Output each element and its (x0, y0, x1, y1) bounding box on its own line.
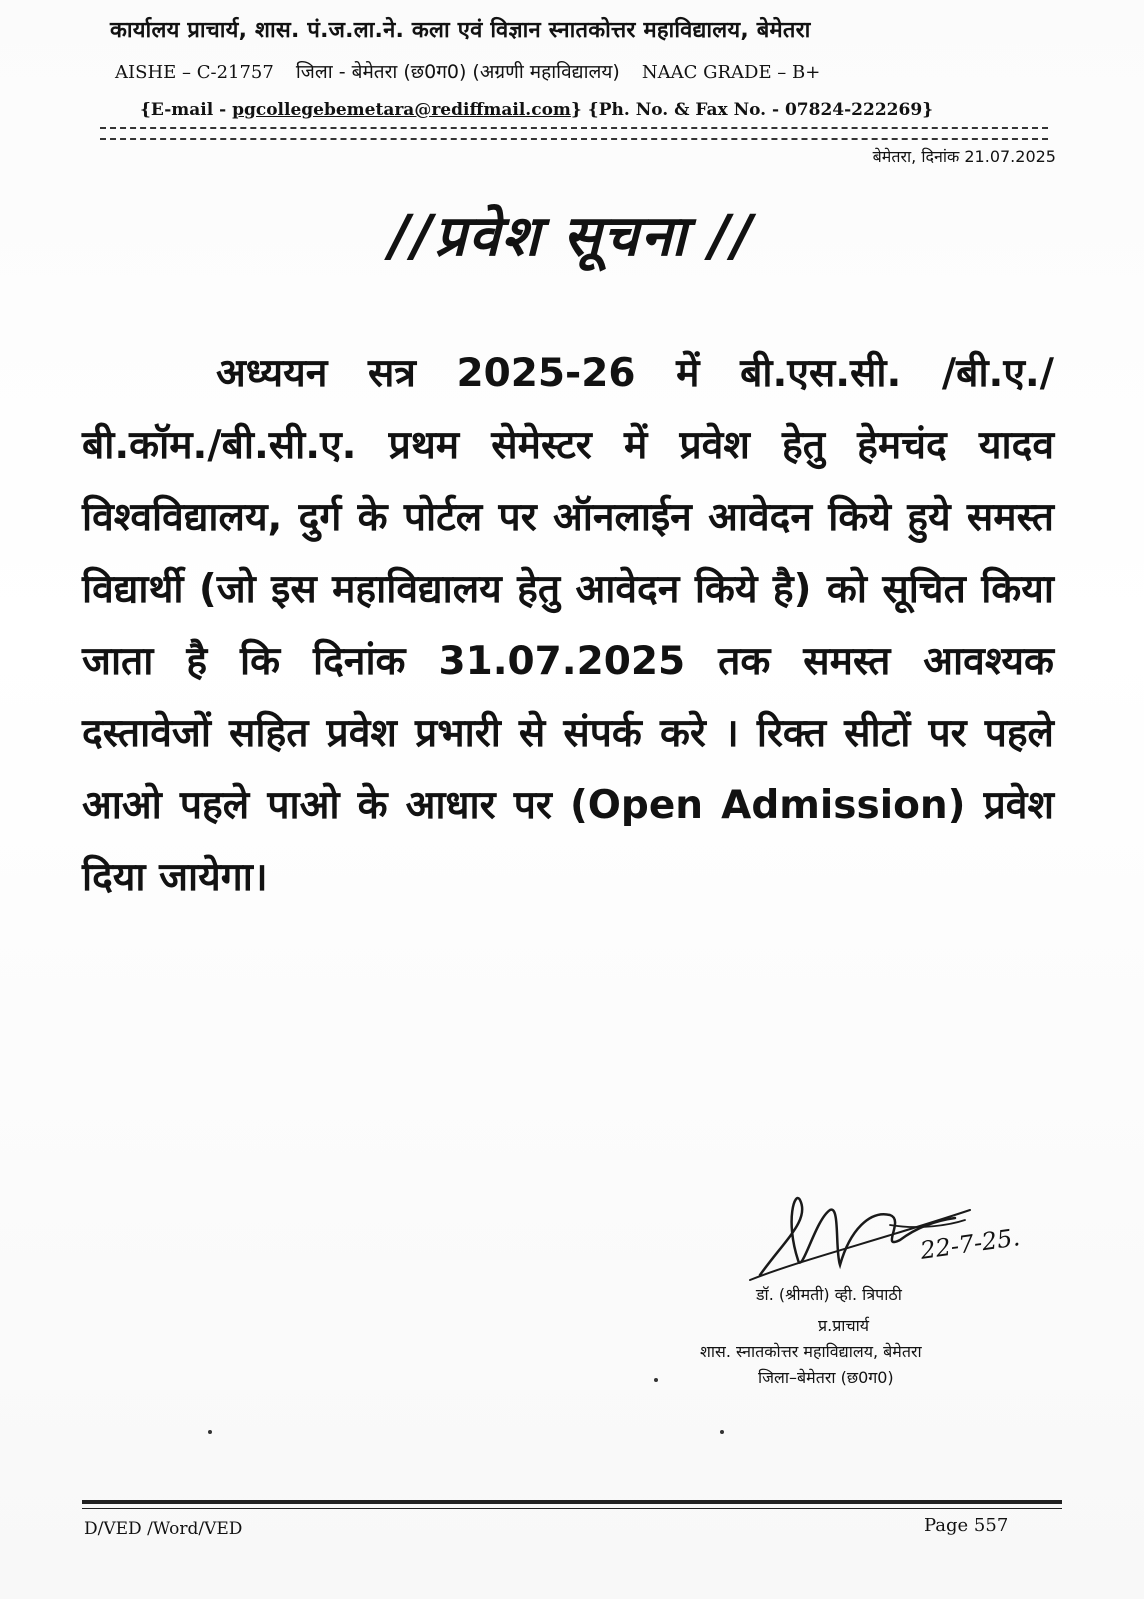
signatory-college: शास. स्नातकोत्तर महाविद्यालय, बेमेतरा (700, 1342, 922, 1361)
page-number: Page 557 (924, 1515, 1009, 1536)
header-divider (100, 127, 1048, 140)
signatory-district: जिला–बेमेतरा (छ0ग0) (758, 1368, 894, 1387)
contact-line (140, 100, 1020, 120)
email-address: pgcollegebemetara@rediffmail.com (232, 100, 571, 120)
signatory-name: डॉ. (श्रीमती) व्ही. त्रिपाठी (756, 1285, 902, 1304)
footer-reference: D/VED /Word/VED (84, 1519, 243, 1539)
speck (720, 1430, 724, 1434)
signature-date: 22-7-25. (918, 1223, 1022, 1265)
notice-body: अध्ययन सत्र 2025-26 में बी.एस.सी. /बी.ए./बी.कॉम./बी.सी.ए. प्रथम सेमेस्टर में प्रवेश हेतु हेमचंद यादव विश्वविद्यालय, दुर्ग के पोर्टल पर ऑनलाईन आवेदन किये हुये समस्त विद्यार्थी (जो इस महाविद्यालय हेतु आवेदन किये है) को सूचित किया जाता है कि दिनांक 31.07.2025 तक समस्त आवश्यक दस्तावेजों सहित प्रवेश प्रभारी से संपर्क करे । रिक्त सीटों पर पहले आओ पहले पाओ के आधार पर (Open Admission) प्रवेश दिया जायेगा। (82, 351, 1054, 900)
place-date: बेमेतरा, दिनांक 21.07.2025 (872, 147, 1056, 166)
aishe-code: AISHE – C-21757 (115, 62, 274, 83)
email-prefix: {E-mail - (140, 100, 233, 120)
naac-grade: NAAC GRADE – B+ (641, 62, 821, 83)
header-info-line (115, 58, 1045, 84)
footer-divider (82, 1500, 1062, 1509)
speck (654, 1378, 658, 1382)
email-suffix: } (570, 100, 582, 120)
speck (208, 1430, 212, 1434)
signatory-designation: प्र.प्राचार्य (818, 1316, 870, 1335)
notice-title: //प्रवेश सूचना // (389, 204, 755, 269)
district-label: जिला - बेमेतरा (छ0ग0) (अग्रणी महाविद्यालय) (295, 61, 620, 83)
phone-fax: {Ph. No. & Fax No. - 07824-222269} (587, 100, 934, 120)
office-header: कार्यालय प्राचार्य, शास. पं.ज.ला.ने. कला एवं विज्ञान स्नातकोत्तर महाविद्यालय, बेमेतरा (110, 18, 811, 43)
